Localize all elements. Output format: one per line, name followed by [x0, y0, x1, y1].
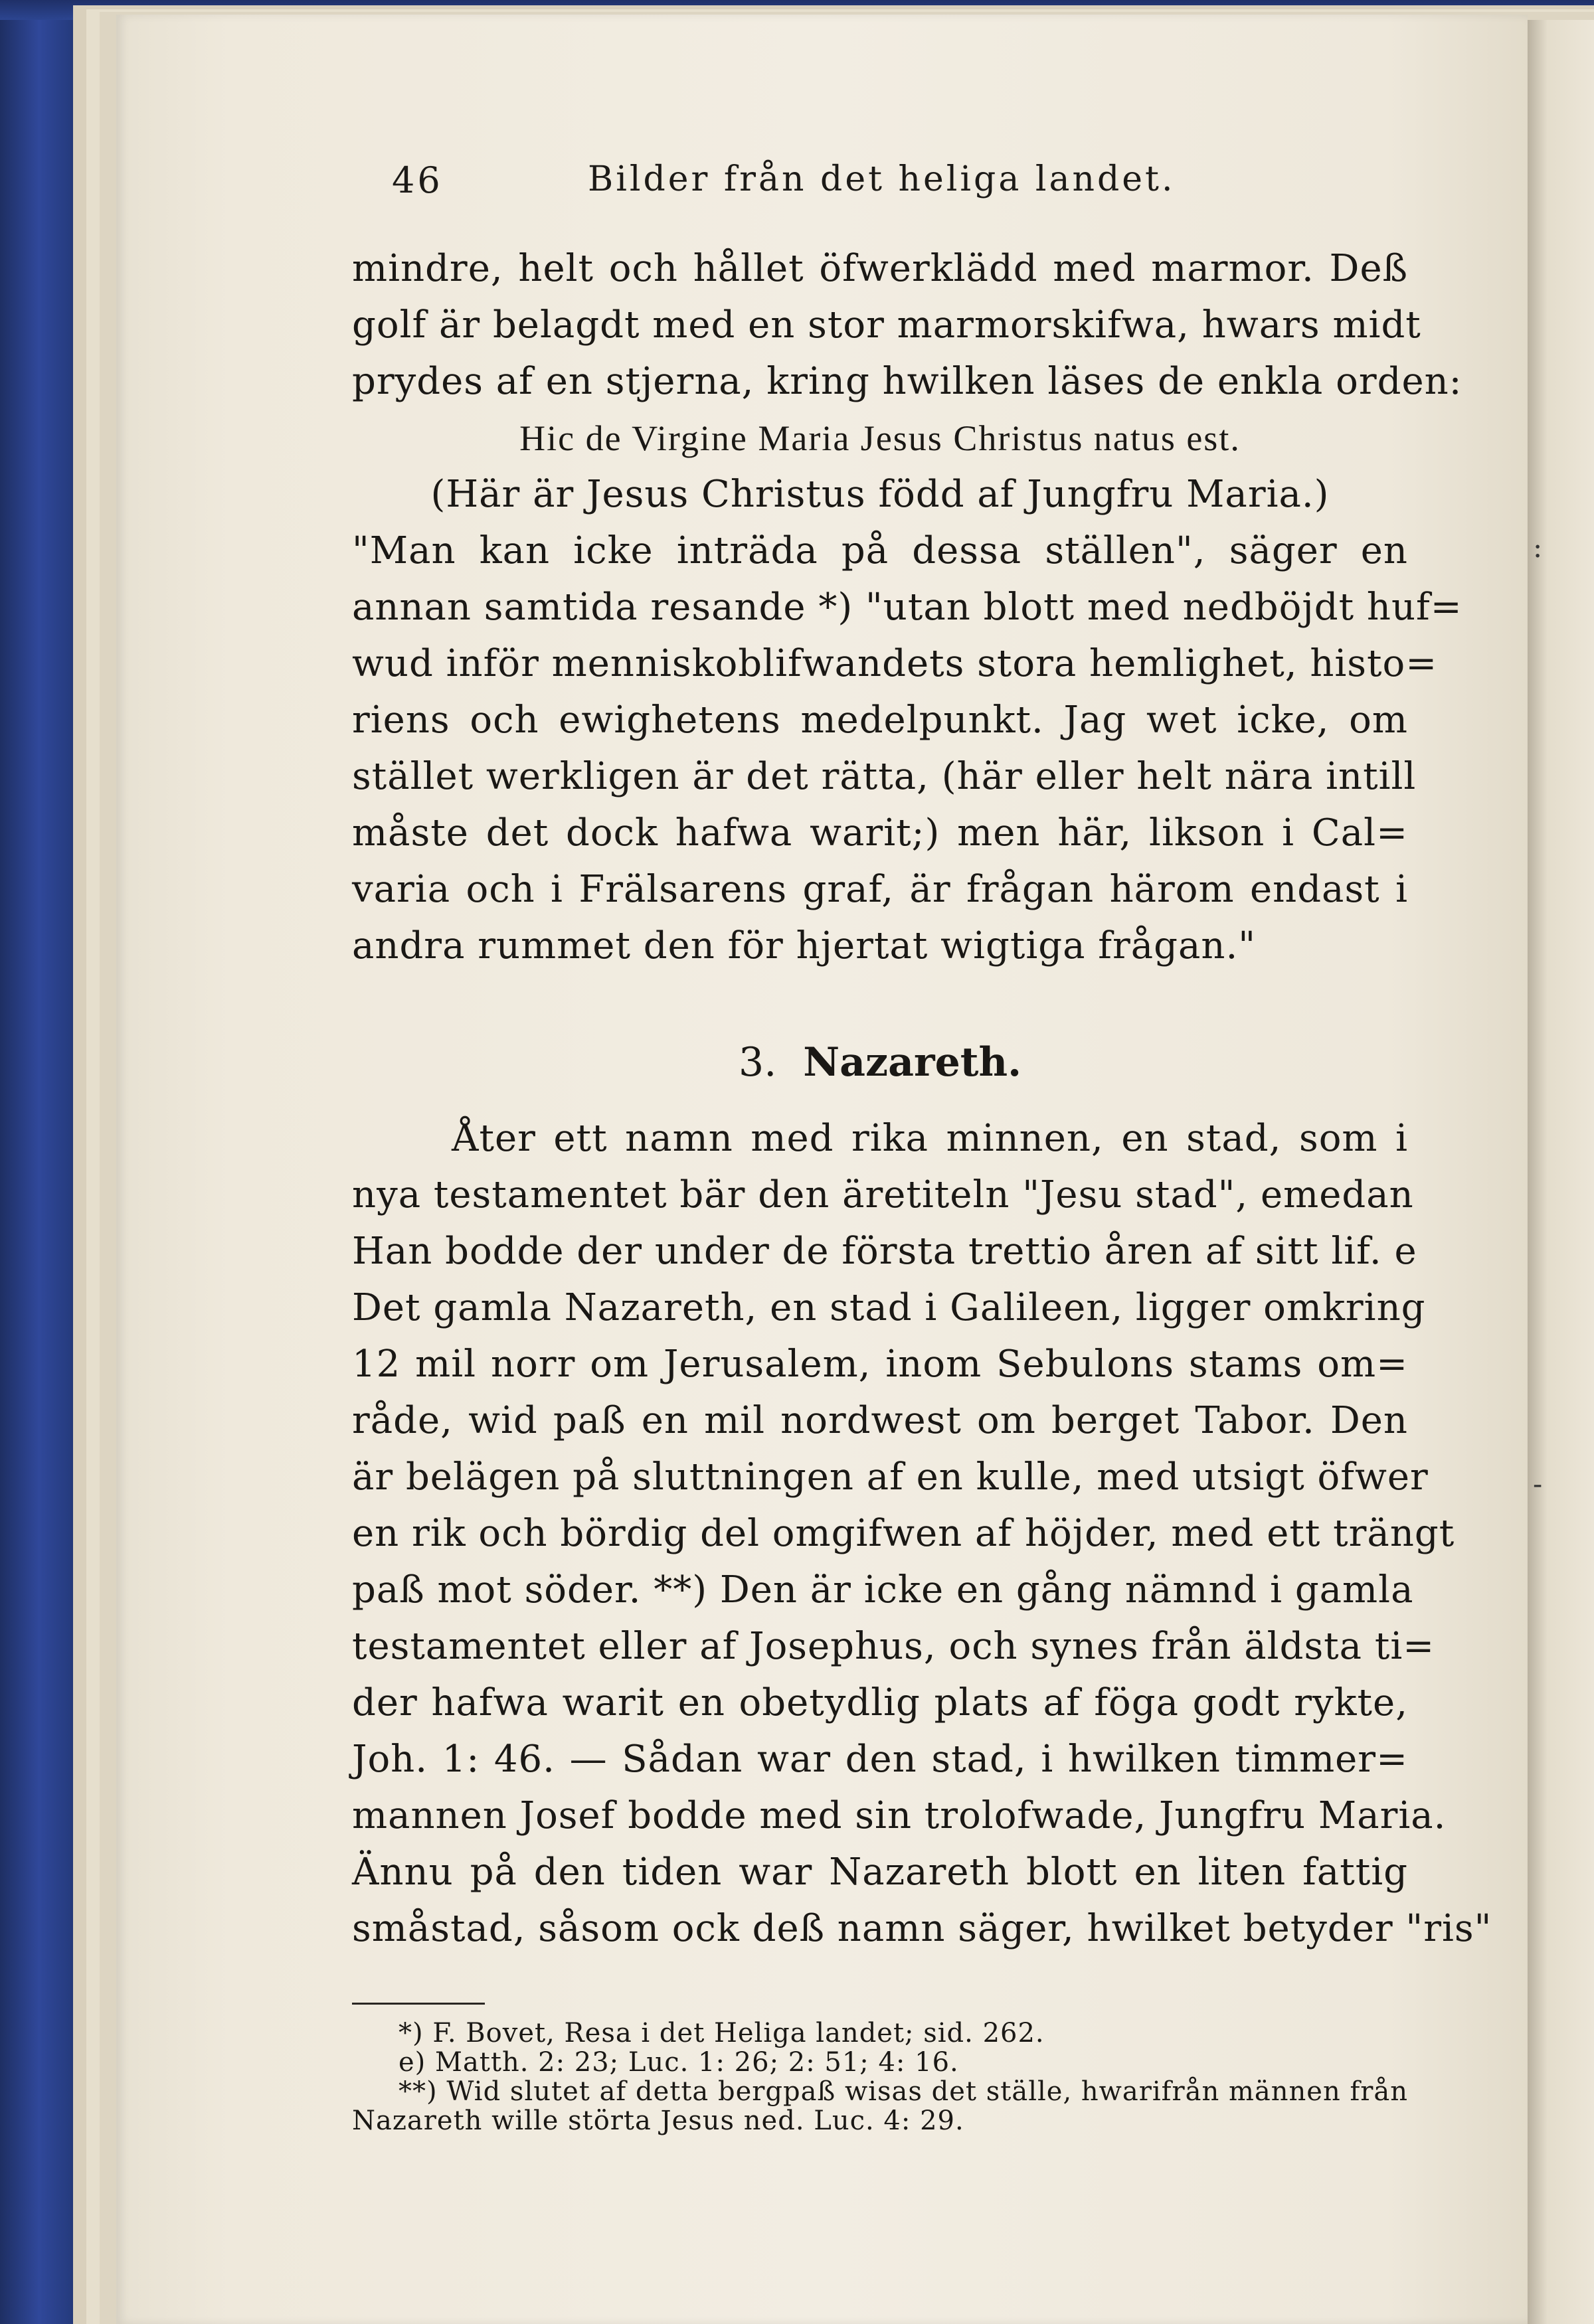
text-line: paß mot söder. **) Den är icke en gång nämnd i gamla	[352, 1568, 1414, 1612]
text-line: andra rummet den för hjertat wigtiga frågan."	[352, 924, 1257, 967]
text-line: annan samtida resande *) "utan blott med nedböjdt huf=	[352, 586, 1462, 629]
footnote-rule	[352, 2003, 485, 2005]
text-line: mindre, helt och hållet öfwerklädd med marmor. Deß	[352, 247, 1408, 290]
text-line: en rik och bördig del omgifwen af höjder, med ett trängt	[352, 1512, 1455, 1555]
text-line: nya testamentet bär den äretiteln "Jesu stad", emedan	[352, 1173, 1414, 1216]
section-title: Nazareth.	[803, 1039, 1021, 1086]
text-line: (Här är Jesus Christus född af Jungfru Maria.)	[430, 473, 1330, 516]
section-heading	[352, 1036, 1408, 1089]
text-line: wud inför menniskoblifwandets stora hemlighet, histo=	[352, 642, 1438, 685]
text-line: mannen Josef bodde med sin trolofwade, Jungfru Maria.	[352, 1794, 1447, 1837]
running-title: Bilder från det heliga landet.	[588, 159, 1176, 199]
footnote: e) Matth. 2: 23; Luc. 1: 26; 2: 51; 4: 16.	[398, 2047, 959, 2078]
text-line: Joh. 1: 46. — Sådan war den stad, i hwilken timmer=	[352, 1738, 1408, 1781]
text-line: råde, wid paß en mil nordwest om berget Tabor. Den	[352, 1399, 1408, 1442]
text-line: Det gamla Nazareth, en stad i Galileen, ligger omkring	[352, 1286, 1426, 1329]
page-number: 46	[392, 159, 443, 201]
footnote: **) Wid slutet af detta bergpaß wisas det ställe, hwarifrån männen från	[398, 2076, 1408, 2107]
text-line: 12 mil norr om Jerusalem, inom Sebulons stams om=	[352, 1343, 1408, 1386]
text-line: golf är belagdt med en stor marmorskifwa, hwars midt	[352, 303, 1421, 347]
section-number: 3.	[739, 1039, 777, 1086]
text-line: prydes af en stjerna, kring hwilken läses de enkla orden:	[352, 360, 1462, 403]
footnote: Nazareth wille störta Jesus ned. Luc. 4: 29.	[352, 2106, 964, 2136]
text-line: Ännu på den tiden war Nazareth blott en liten fattig	[352, 1851, 1408, 1894]
text-line: stället werkligen är det rätta, (här eller helt nära intill	[352, 755, 1417, 798]
text-line: småstad, såsom ock deß namn säger, hwilket betyder "ris"	[352, 1907, 1492, 1950]
facing-page-edge	[1528, 20, 1594, 2324]
footnote: *) F. Bovet, Resa i det Heliga landet; sid. 262.	[398, 2018, 1045, 2048]
text-line: är belägen på sluttningen af en kulle, med utsigt öfwer	[352, 1455, 1429, 1499]
text-line: varia och i Frälsarens graf, är frågan härom endast i	[352, 868, 1408, 911]
latin-inscription: Hic de Virgine Maria Jesus Christus natus est.	[519, 418, 1241, 458]
text-line: testamentet eller af Josephus, och synes från äldsta ti=	[352, 1625, 1435, 1668]
facing-page-mark: -	[1533, 1467, 1543, 1500]
facing-page-mark: :	[1533, 531, 1543, 564]
text-line: måste det dock hafwa warit;) men här, likson i Cal=	[352, 811, 1408, 855]
text-line: "Man kan icke inträda på dessa ställen", säger en	[352, 529, 1408, 572]
text-line: der hafwa warit en obetydlig plats af föga godt rykte,	[352, 1681, 1408, 1724]
text-line: riens och ewighetens medelpunkt. Jag wet icke, om	[352, 699, 1408, 742]
text-line: Åter ett namn med rika minnen, en stad, som i	[452, 1117, 1408, 1160]
text-line: Han bodde der under de första trettio åren af sitt lif. e	[352, 1230, 1417, 1273]
